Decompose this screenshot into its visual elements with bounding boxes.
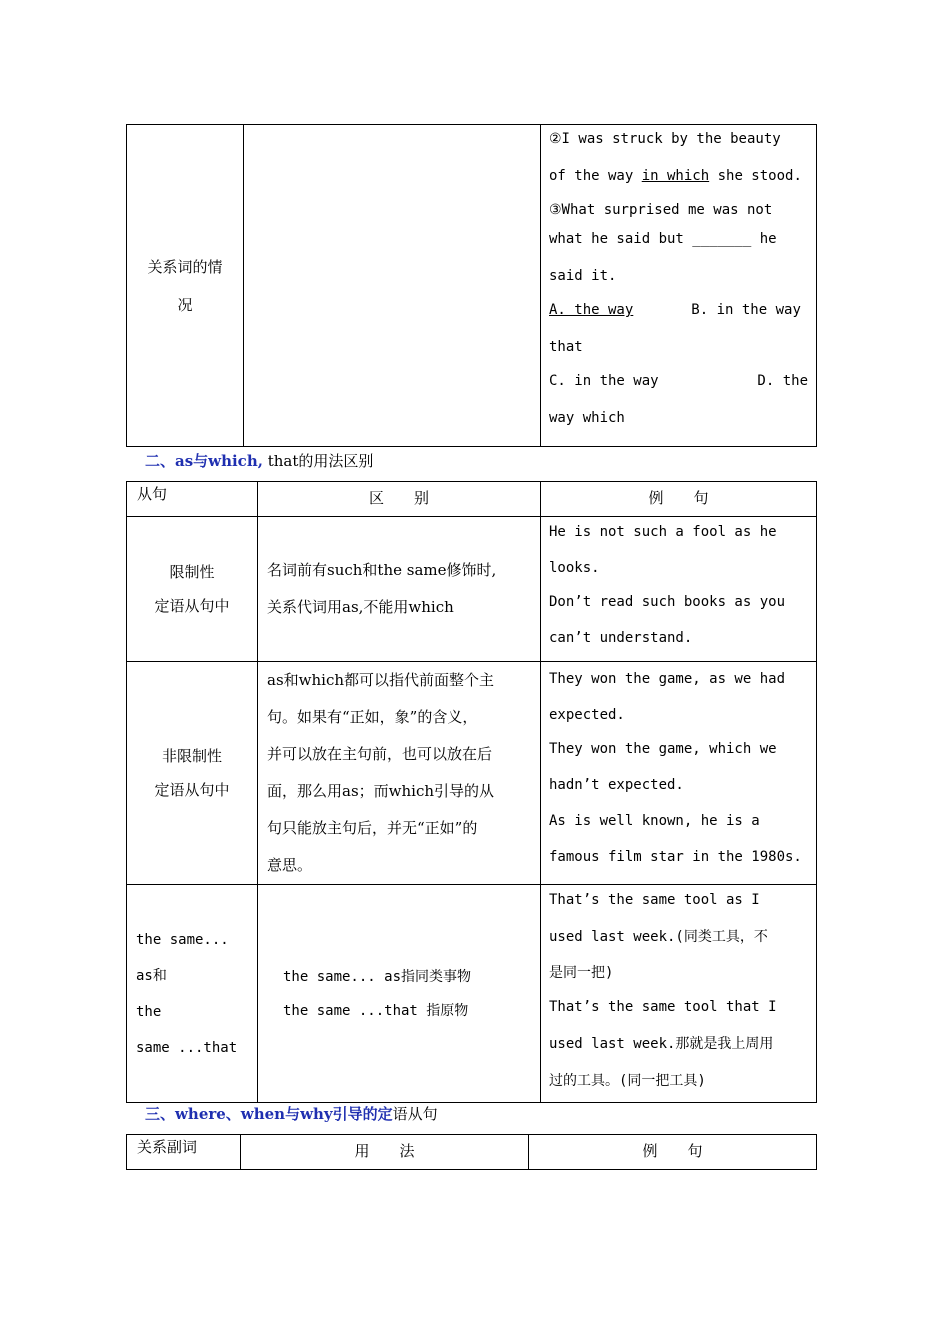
example-line: They won the game, as we had	[549, 671, 786, 687]
header-text: 例 句	[642, 1142, 703, 1160]
label-line: 定语从句中	[154, 597, 230, 615]
label-line: 定语从句中	[154, 781, 230, 799]
header-difference	[258, 482, 541, 517]
heading-suffix: that的用法区别	[262, 452, 374, 470]
label-line: 况	[177, 295, 193, 314]
example-line: That’s the same tool that I	[549, 999, 777, 1015]
example-line: ③What surprised me was not	[549, 202, 773, 218]
header-text: 关系副词	[137, 1138, 198, 1156]
table-row	[127, 885, 817, 1103]
label-line: the	[136, 1003, 162, 1020]
example-line: Don’t read such books as you	[549, 594, 786, 610]
table-row	[127, 517, 817, 662]
example-line	[549, 153, 808, 199]
diff-line: 意思。	[267, 856, 313, 874]
option-a-answer: A. the way	[549, 302, 634, 318]
header-text: 用 法	[354, 1142, 415, 1160]
example-line: He is not such a fool as he	[549, 524, 777, 540]
example-cell	[541, 662, 817, 885]
diff-line: 句。如果有“正如，象”的含义，	[267, 708, 478, 726]
header-text: 例 句	[648, 489, 709, 507]
example-line: famous film star in the 1980s.	[549, 849, 802, 865]
header-example	[541, 482, 817, 517]
example-line	[549, 369, 808, 393]
example-line: 是同一把)	[549, 965, 614, 981]
example-line: looks.	[549, 560, 600, 576]
difference-cell	[258, 885, 541, 1103]
section-heading-3	[145, 1104, 438, 1124]
label-line: 非限制性	[161, 747, 222, 765]
diff-line: 关系代词用as,不能用which	[267, 598, 454, 616]
text: of the way	[549, 168, 642, 184]
example-line: used last week.(同类工具，不	[549, 929, 768, 945]
diff-line: 名词前有such和the same修饰时,	[267, 561, 497, 579]
example-cell	[541, 517, 817, 662]
table-as-which-that	[126, 481, 817, 1103]
example-line: That’s the same tool as I	[549, 892, 760, 908]
example-line: used last week.那就是我上周用	[549, 1036, 774, 1052]
row-label	[127, 662, 258, 885]
diff-line: 句只能放主句后，并无“正如”的	[267, 819, 478, 837]
label-line: 关系词的情	[147, 257, 223, 276]
example-line: 过的工具。(同一把工具)	[549, 1073, 706, 1089]
example-line	[549, 295, 808, 325]
empty-cell	[244, 125, 541, 447]
table-relative-adverbs	[126, 1134, 817, 1170]
option-b: B. in the way	[691, 302, 801, 318]
example-cell	[541, 885, 817, 1103]
text: she stood.	[709, 168, 802, 184]
table-row	[127, 662, 817, 885]
diff-line: the same... as指同类事物	[283, 968, 472, 985]
label-line: same ...that	[136, 1039, 238, 1056]
header-clause	[127, 482, 258, 517]
label-line: 限制性	[169, 563, 215, 581]
header-text: 区 别	[368, 489, 429, 507]
header-text: 从句	[137, 485, 168, 503]
example-line: can’t understand.	[549, 630, 693, 646]
header-adverb	[127, 1135, 241, 1170]
option-d: D. the	[757, 373, 808, 389]
heading-prefix: 三、where、when与why引导的定	[145, 1105, 393, 1123]
example-line: ②I was struck by the beauty	[549, 131, 781, 147]
header-example	[529, 1135, 817, 1170]
example-line: that	[549, 339, 583, 355]
option-c: C. in the way	[549, 373, 659, 389]
heading-prefix: 二、as与which,	[145, 452, 263, 470]
diff-line: the same ...that 指原物	[283, 1002, 469, 1019]
example-line: They won the game, which we	[549, 741, 777, 757]
section-heading-2	[145, 451, 373, 471]
example-line: As is well known, he is a	[549, 813, 760, 829]
label-line: the same...	[136, 931, 229, 948]
diff-line: as和which都可以指代前面整个主	[267, 671, 495, 689]
difference-cell	[258, 662, 541, 885]
example-line: way which	[549, 410, 625, 426]
table-relative-words	[126, 124, 817, 447]
label-line: as和	[136, 967, 167, 984]
difference-cell	[258, 517, 541, 662]
example-cell	[541, 125, 817, 447]
example-line: hadn’t expected.	[549, 777, 684, 793]
heading-suffix: 语从句	[392, 1105, 438, 1123]
row-label	[127, 517, 258, 662]
underlined-answer: in which	[641, 168, 710, 184]
example-line: what he said but _______ he	[549, 231, 777, 247]
diff-line: 并可以放在主句前，也可以放在后	[267, 745, 493, 763]
row-label	[127, 885, 258, 1103]
example-line: said it.	[549, 268, 617, 284]
diff-line: 面，那么用as；而which引导的从	[267, 782, 495, 800]
header-usage	[241, 1135, 529, 1170]
example-line: expected.	[549, 707, 625, 723]
row-label	[127, 125, 244, 447]
